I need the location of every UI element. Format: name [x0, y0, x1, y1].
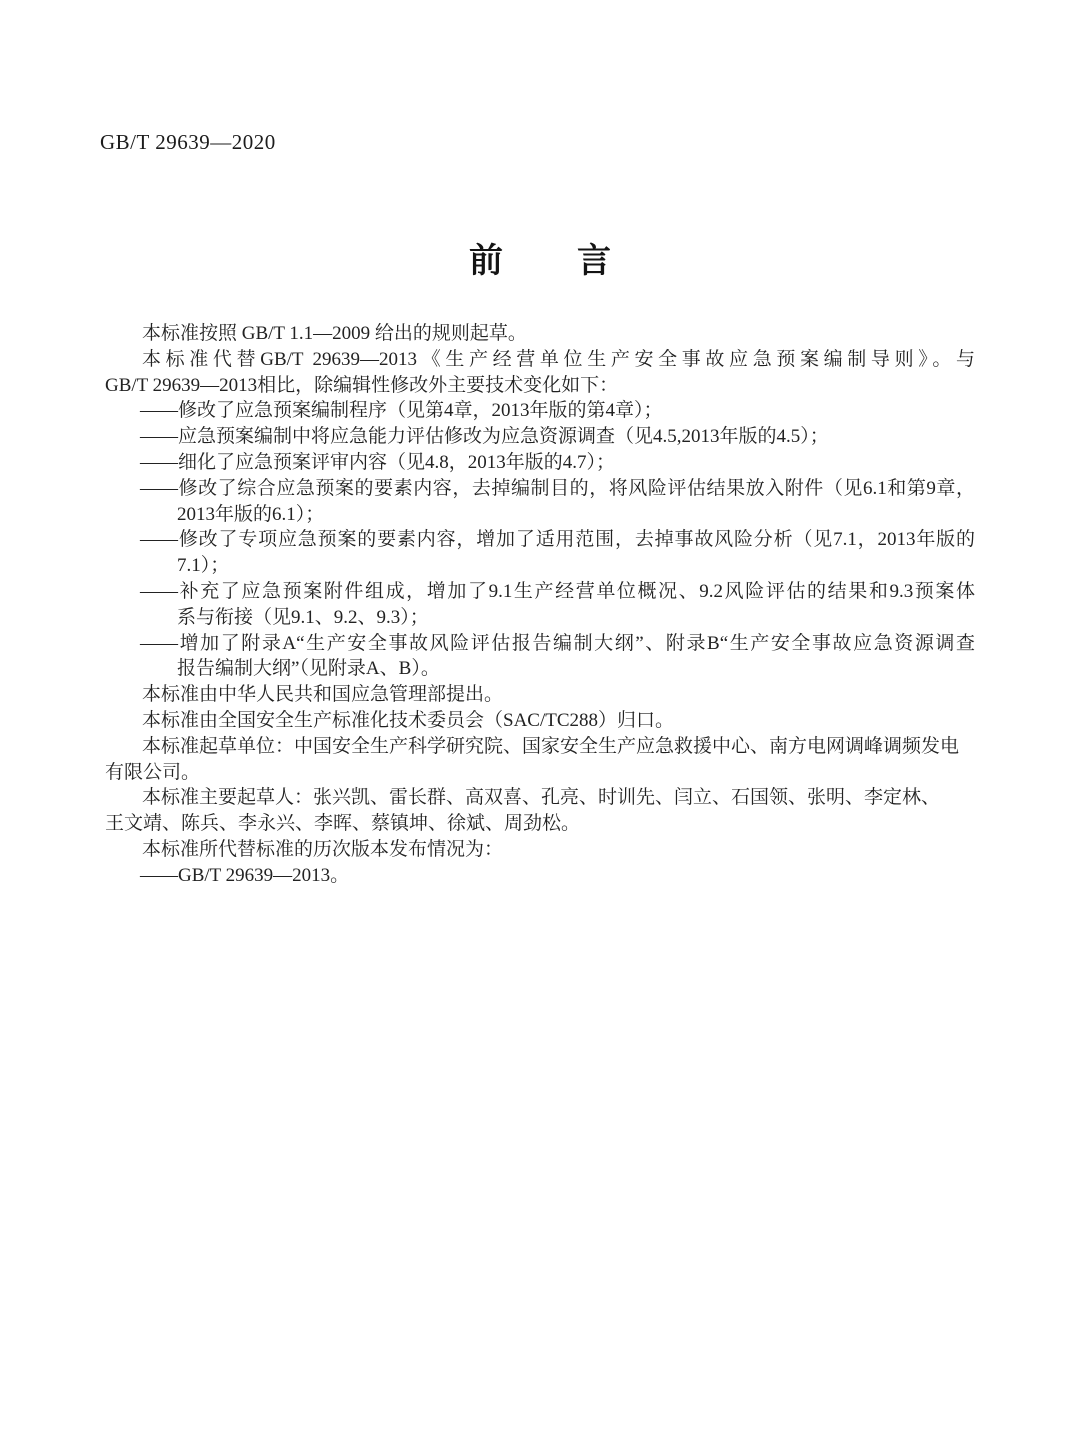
body-line: 7.1）；	[177, 555, 230, 577]
body-line: 本标准起草单位：中国安全生产科学研究院、国家安全生产应急救援中心、南方电网调峰调频发电	[142, 735, 960, 757]
body-line: 本标准代替GB/T 29639—2013《生产经营单位生产安全事故应急预案编制导则》。与	[142, 348, 975, 370]
body-line: 2013年版的6.1）；	[177, 503, 325, 525]
body-line: 本标准由全国安全生产标准化技术委员会（SAC/TC288）归口。	[142, 709, 675, 731]
body-line: ——修改了应急预案编制程序（见第4章，2013年版的第4章）；	[140, 400, 663, 422]
body-line: 系与衔接（见9.1、9.2、9.3）；	[177, 606, 429, 628]
foreword-body	[105, 321, 975, 889]
body-line: 王文靖、陈兵、李永兴、李晖、蔡镇坤、徐斌、周劲松。	[105, 813, 581, 835]
body-line: ——增加了附录A“生产安全事故风险评估报告编制大纲”、附录B“生产安全事故应急资源调查	[140, 632, 975, 654]
body-line: ——补充了应急预案附件组成，增加了9.1生产经营单位概况、9.2风险评估的结果和9.3预案体	[140, 580, 975, 602]
body-line: ——修改了综合应急预案的要素内容，去掉编制目的，将风险评估结果放入附件（见6.1和第9章，	[140, 477, 975, 499]
body-line: GB/T 29639—2013相比，除编辑性修改外主要技术变化如下：	[105, 374, 619, 396]
body-line: ——GB/T 29639—2013。	[140, 864, 350, 886]
foreword-title-char: 前	[469, 242, 503, 280]
body-line: 报告编制大纲”（见附录A、B）。	[177, 658, 440, 680]
doc-code: GB/T 29639—2020	[100, 130, 276, 154]
body-line: ——修改了专项应急预案的要素内容，增加了适用范围，去掉事故风险分析（见7.1，2013年版的	[140, 529, 975, 551]
body-line: ——细化了应急预案评审内容（见4.8，2013年版的4.7）；	[140, 451, 616, 473]
body-line: 有限公司。	[105, 761, 201, 783]
foreword-title-char: 言	[577, 242, 611, 280]
body-line: ——应急预案编制中将应急能力评估修改为应急资源调查（见4.5,2013年版的4.5）；	[140, 426, 829, 448]
body-line: 本标准按照 GB/T 1.1—2009 给出的规则起草。	[142, 323, 527, 344]
body-line: 本标准主要起草人：张兴凯、雷长群、高双喜、孔亮、时训先、闫立、石国领、张明、李定林、	[142, 787, 941, 809]
foreword-title	[0, 233, 1080, 282]
body-line: 本标准所代替标准的历次版本发布情况为：	[142, 838, 504, 860]
body-line: 本标准由中华人民共和国应急管理部提出。	[142, 684, 504, 706]
